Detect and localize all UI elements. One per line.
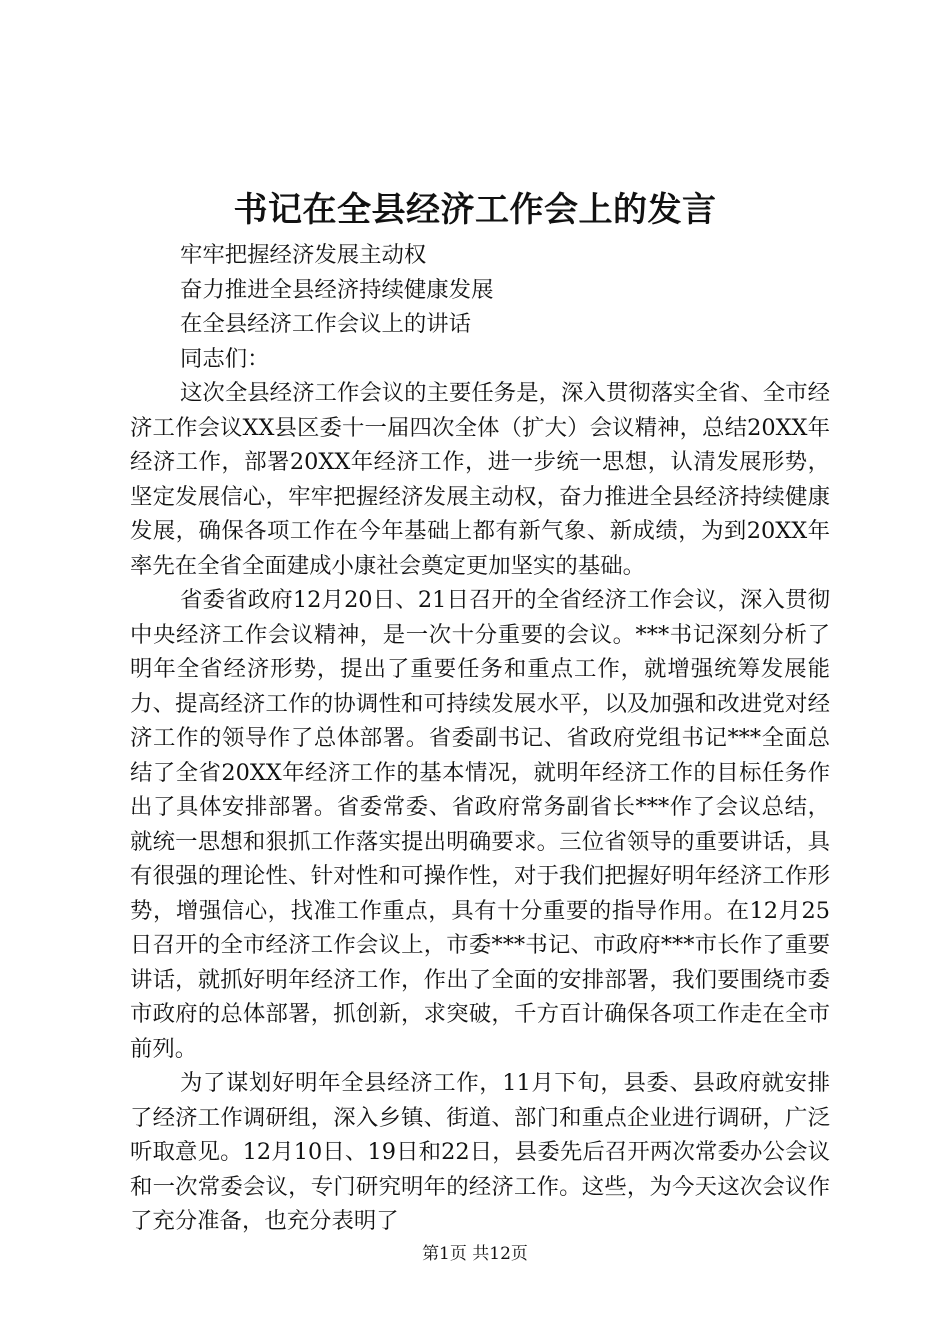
paragraph: 这次全县经济工作会议的主要任务是，深入贯彻落实全省、全市经济工作会议XX县区委十一届四次全体（扩大）会议精神，总结20XX年经济工作，部署20XX年经济工作，进一步统一思想，认清发展形势，坚定发展信心，牢牢把握经济发展主动权，奋力推进全县经济持续健康发展，确保各项工作在今年基础上都有新气象、新成绩，为到20XX年率先在全省全面建成小康社会奠定更加坚实的基础。	[130, 380, 830, 579]
document-body	[130, 238, 830, 1239]
salutation: 同志们：	[180, 345, 270, 372]
document-title: 书记在全县经济工作会上的发言	[233, 190, 717, 230]
subtitle-line: 牢牢把握经济发展主动权	[180, 242, 427, 268]
subtitle-line: 在全县经济工作会议上的讲话	[180, 311, 472, 337]
page-footer: 第1页 共12页	[422, 1244, 528, 1264]
paragraph: 为了谋划好明年全县经济工作，11月下旬，县委、县政府就安排了经济工作调研组，深入乡镇、街道、部门和重点企业进行调研，广泛听取意见。12月10日、19日和22日，县委先后召开两次常委办公会议和一次常委会议，专门研究明年的经济工作。这些，为今天这次会议作了充分准备，也充分表明了	[130, 1070, 830, 1234]
subtitle-line: 奋力推进全县经济持续健康发展	[180, 276, 494, 303]
paragraph: 省委省政府12月20日、21日召开的全省经济工作会议，深入贯彻中央经济工作会议精神，是一次十分重要的会议。***书记深刻分析了明年全省经济形势，提出了重要任务和重点工作，就增强统筹发展能力、提高经济工作的协调性和可持续发展水平，以及加强和改进党对经济工作的领导作了总体部署。省委副书记、省政府党组书记***全面总结了全省20XX年经济工作的基本情况，就明年经济工作的目标任务作出了具体安排部署。省委常委、省政府常务副省长***作了会议总结，就统一思想和狠抓工作落实提出明确要求。三位省领导的重要讲话，具有很强的理论性、针对性和可操作性，对于我们把握好明年经济工作形势，增强信心，找准工作重点，具有十分重要的指导作用。在12月25日召开的全市经济工作会议上，市委***书记、市政府***市长作了重要讲话，就抓好明年经济工作，作出了全面的安排部署，我们要围绕市委市政府的总体部署，抓创新，求突破，千方百计确保各项工作走在全市前列。	[130, 587, 830, 1062]
